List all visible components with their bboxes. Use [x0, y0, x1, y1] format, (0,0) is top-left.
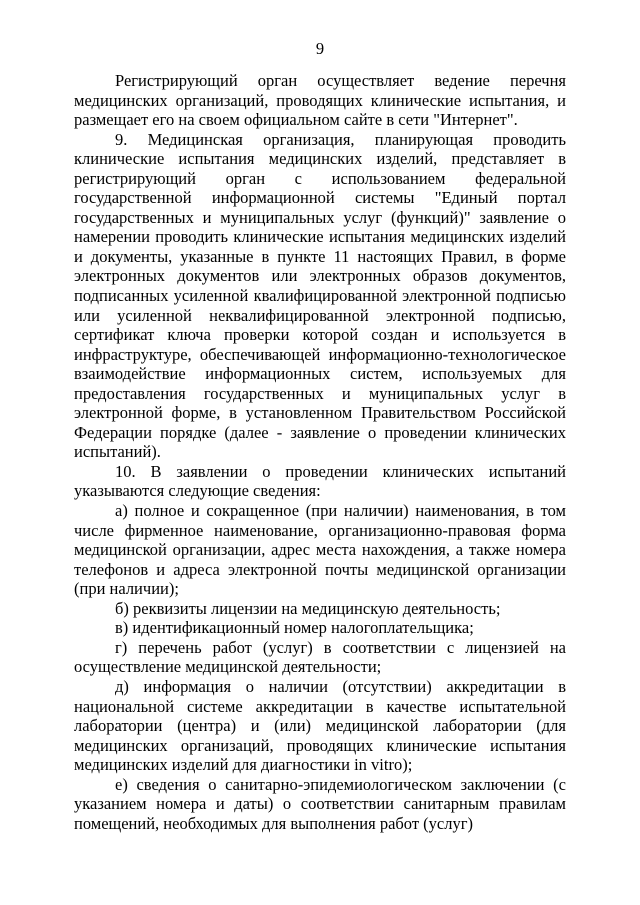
list-item-g-works-list: г) перечень работ (услуг) в соответствии с лицензией на осуществление медицинской деятельности; — [74, 637, 566, 677]
list-item-e-sanitary-conclusion: е) сведения о санитарно-эпидемиологическом заключении (с указанием номера и даты) о соответствии санитарным правилам помещений, необходимых для выполнения работ (услуг) — [74, 774, 566, 833]
list-item-v-taxpayer-number: в) идентификационный номер налогоплательщика; — [115, 618, 474, 638]
paragraph-10-application-contents: 10. В заявлении о проведении клинических испытаний указываются следующие сведения: — [74, 461, 566, 501]
paragraph-registry-list: Регистрирующий орган осуществляет ведение перечня медицинских организаций, проводящих клинические испытания, и размещает его на своем официальном сайте в сети "Интернет". — [74, 71, 566, 130]
page-number: 9 — [315, 39, 325, 58]
list-item-b-license-details: б) реквизиты лицензии на медицинскую деятельность; — [115, 598, 501, 618]
document-body — [74, 71, 566, 833]
paragraph-9-application-submission: 9. Медицинская организация, планирующая проводить клинические испытания медицинских изделий, представляет в регистрирующий орган с использованием федеральной государственной информационной системы "Единый портал государственных и муниципальных услуг (функций)" заявление о намерении проводить клинические испытания медицинских изделий и документы, указанные в пункте 11 настоящих Правил, в форме электронных документов или электронных образов документов, подписанных усиленной квалифицированной электронной подписью или усиленной неквалифицированной электронной подписью, сертификат ключа проверки которой создан и используется в инфраструктуре, обеспечивающей информационно-технологическое взаимодействие информационных систем, используемых для предоставления государственных и муниципальных услуг в электронной форме, в установленном Правительством Российской Федерации порядке (далее - заявление о проведении клинических испытаний). — [74, 129, 566, 462]
list-item-a-organization-names: а) полное и сокращенное (при наличии) наименования, в том числе фирменное наименование, организационно-правовая форма медицинской организации, адрес места нахождения, а также номера телефонов и адреса электронной почты медицинской организации (при наличии); — [74, 501, 566, 599]
list-item-d-accreditation-info: д) информация о наличии (отсутствии) аккредитации в национальной системе аккредитации в качестве испытательной лаборатории (центра) и (или) медицинской лаборатории (для медицинских организаций, проводящих клинические испытания медицинских изделий для диагностики in vitro); — [74, 676, 566, 775]
